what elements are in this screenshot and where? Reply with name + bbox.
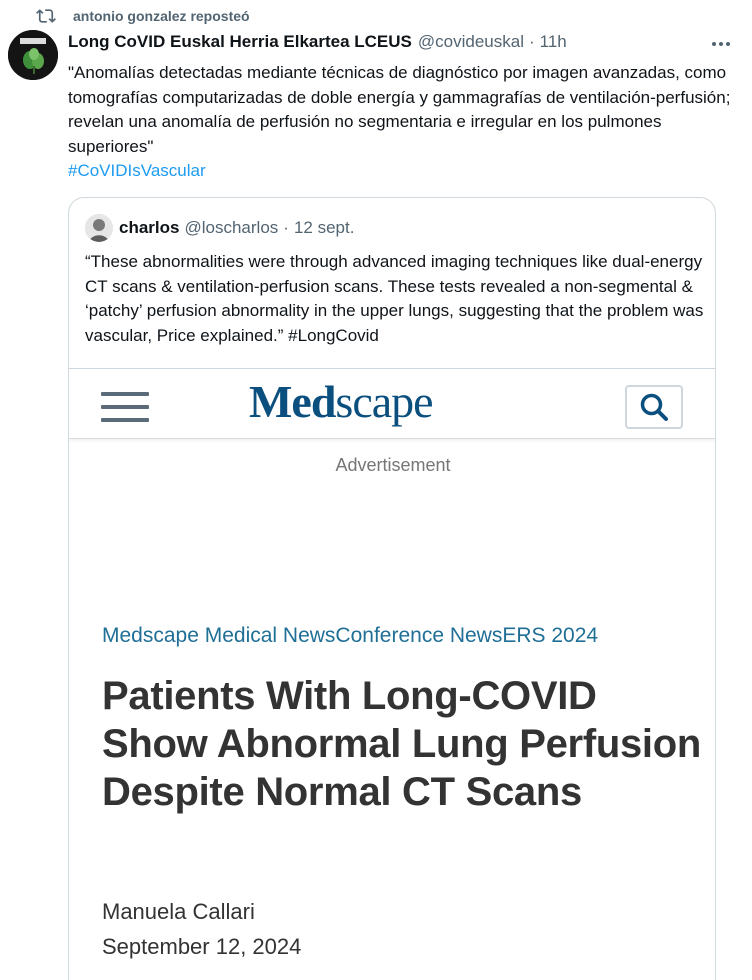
advertisement-label: Advertisement [335, 455, 451, 475]
quote-author-handle[interactable]: @loscharlos [184, 218, 279, 237]
hashtag-link[interactable]: #CoVIDIsVascular [68, 161, 206, 180]
more-button[interactable] [708, 34, 734, 54]
quote-date[interactable]: 12 sept. [293, 218, 355, 237]
quote-text: “These abnormalities were through advanced imaging techniques like dual-energy CT scans & ventilation-perfusion scans. These tests revealed a non-segmental & ‘patchy’ perfusion abnormality in the upper lungs, suggesting that the problem was vascular, Price explained.” #LongCovid [85, 252, 704, 345]
article-headline: Patients With Long-COVID Show Abnormal Lung Perfusion Despite Normal CT Scans [102, 674, 702, 814]
hamburger-menu-icon [101, 392, 149, 422]
avatar-image [8, 30, 58, 80]
article-breadcrumb: Medscape Medical NewsConference NewsERS 2024 [102, 624, 599, 647]
article-author: Manuela Callari [102, 899, 255, 924]
quote-author-name[interactable]: charlos [119, 218, 180, 237]
search-icon [639, 392, 669, 422]
separator-dot: · [528, 32, 535, 51]
quote-separator: · [283, 218, 289, 237]
tweet-body: "Anomalías detectadas mediante técnicas de diagnóstico por imagen avanzadas, como tomografías computarizadas de doble energía y gammagrafías de ventilación-perfusión; revelan una anomalía de perfusión no segmentaria e irregular en los pulmones superiores" [68, 63, 731, 156]
search-button [625, 385, 683, 429]
tweet-timestamp[interactable]: 11h [539, 32, 567, 51]
author-name[interactable]: Long CoVID Euskal Herria Elkartea LCEUS [68, 32, 412, 51]
tweet-text [68, 61, 738, 184]
repost-text: antonio gonzalez reposteó [73, 8, 250, 24]
repost-icon [36, 6, 56, 26]
quote-header [85, 214, 354, 242]
article-screenshot[interactable] [69, 368, 716, 980]
quote-avatar[interactable] [85, 214, 113, 242]
medscape-header [69, 369, 716, 439]
medscape-logo: Medscape [249, 376, 433, 427]
article-date: September 12, 2024 [102, 934, 302, 959]
avatar[interactable] [8, 30, 58, 80]
author-handle[interactable]: @covideuskal [417, 32, 524, 51]
more-icon [711, 41, 731, 47]
quote-avatar-image [85, 214, 113, 242]
tweet-header [68, 32, 712, 52]
quote-tweet-card[interactable] [68, 197, 716, 980]
repost-indicator[interactable] [36, 6, 250, 26]
